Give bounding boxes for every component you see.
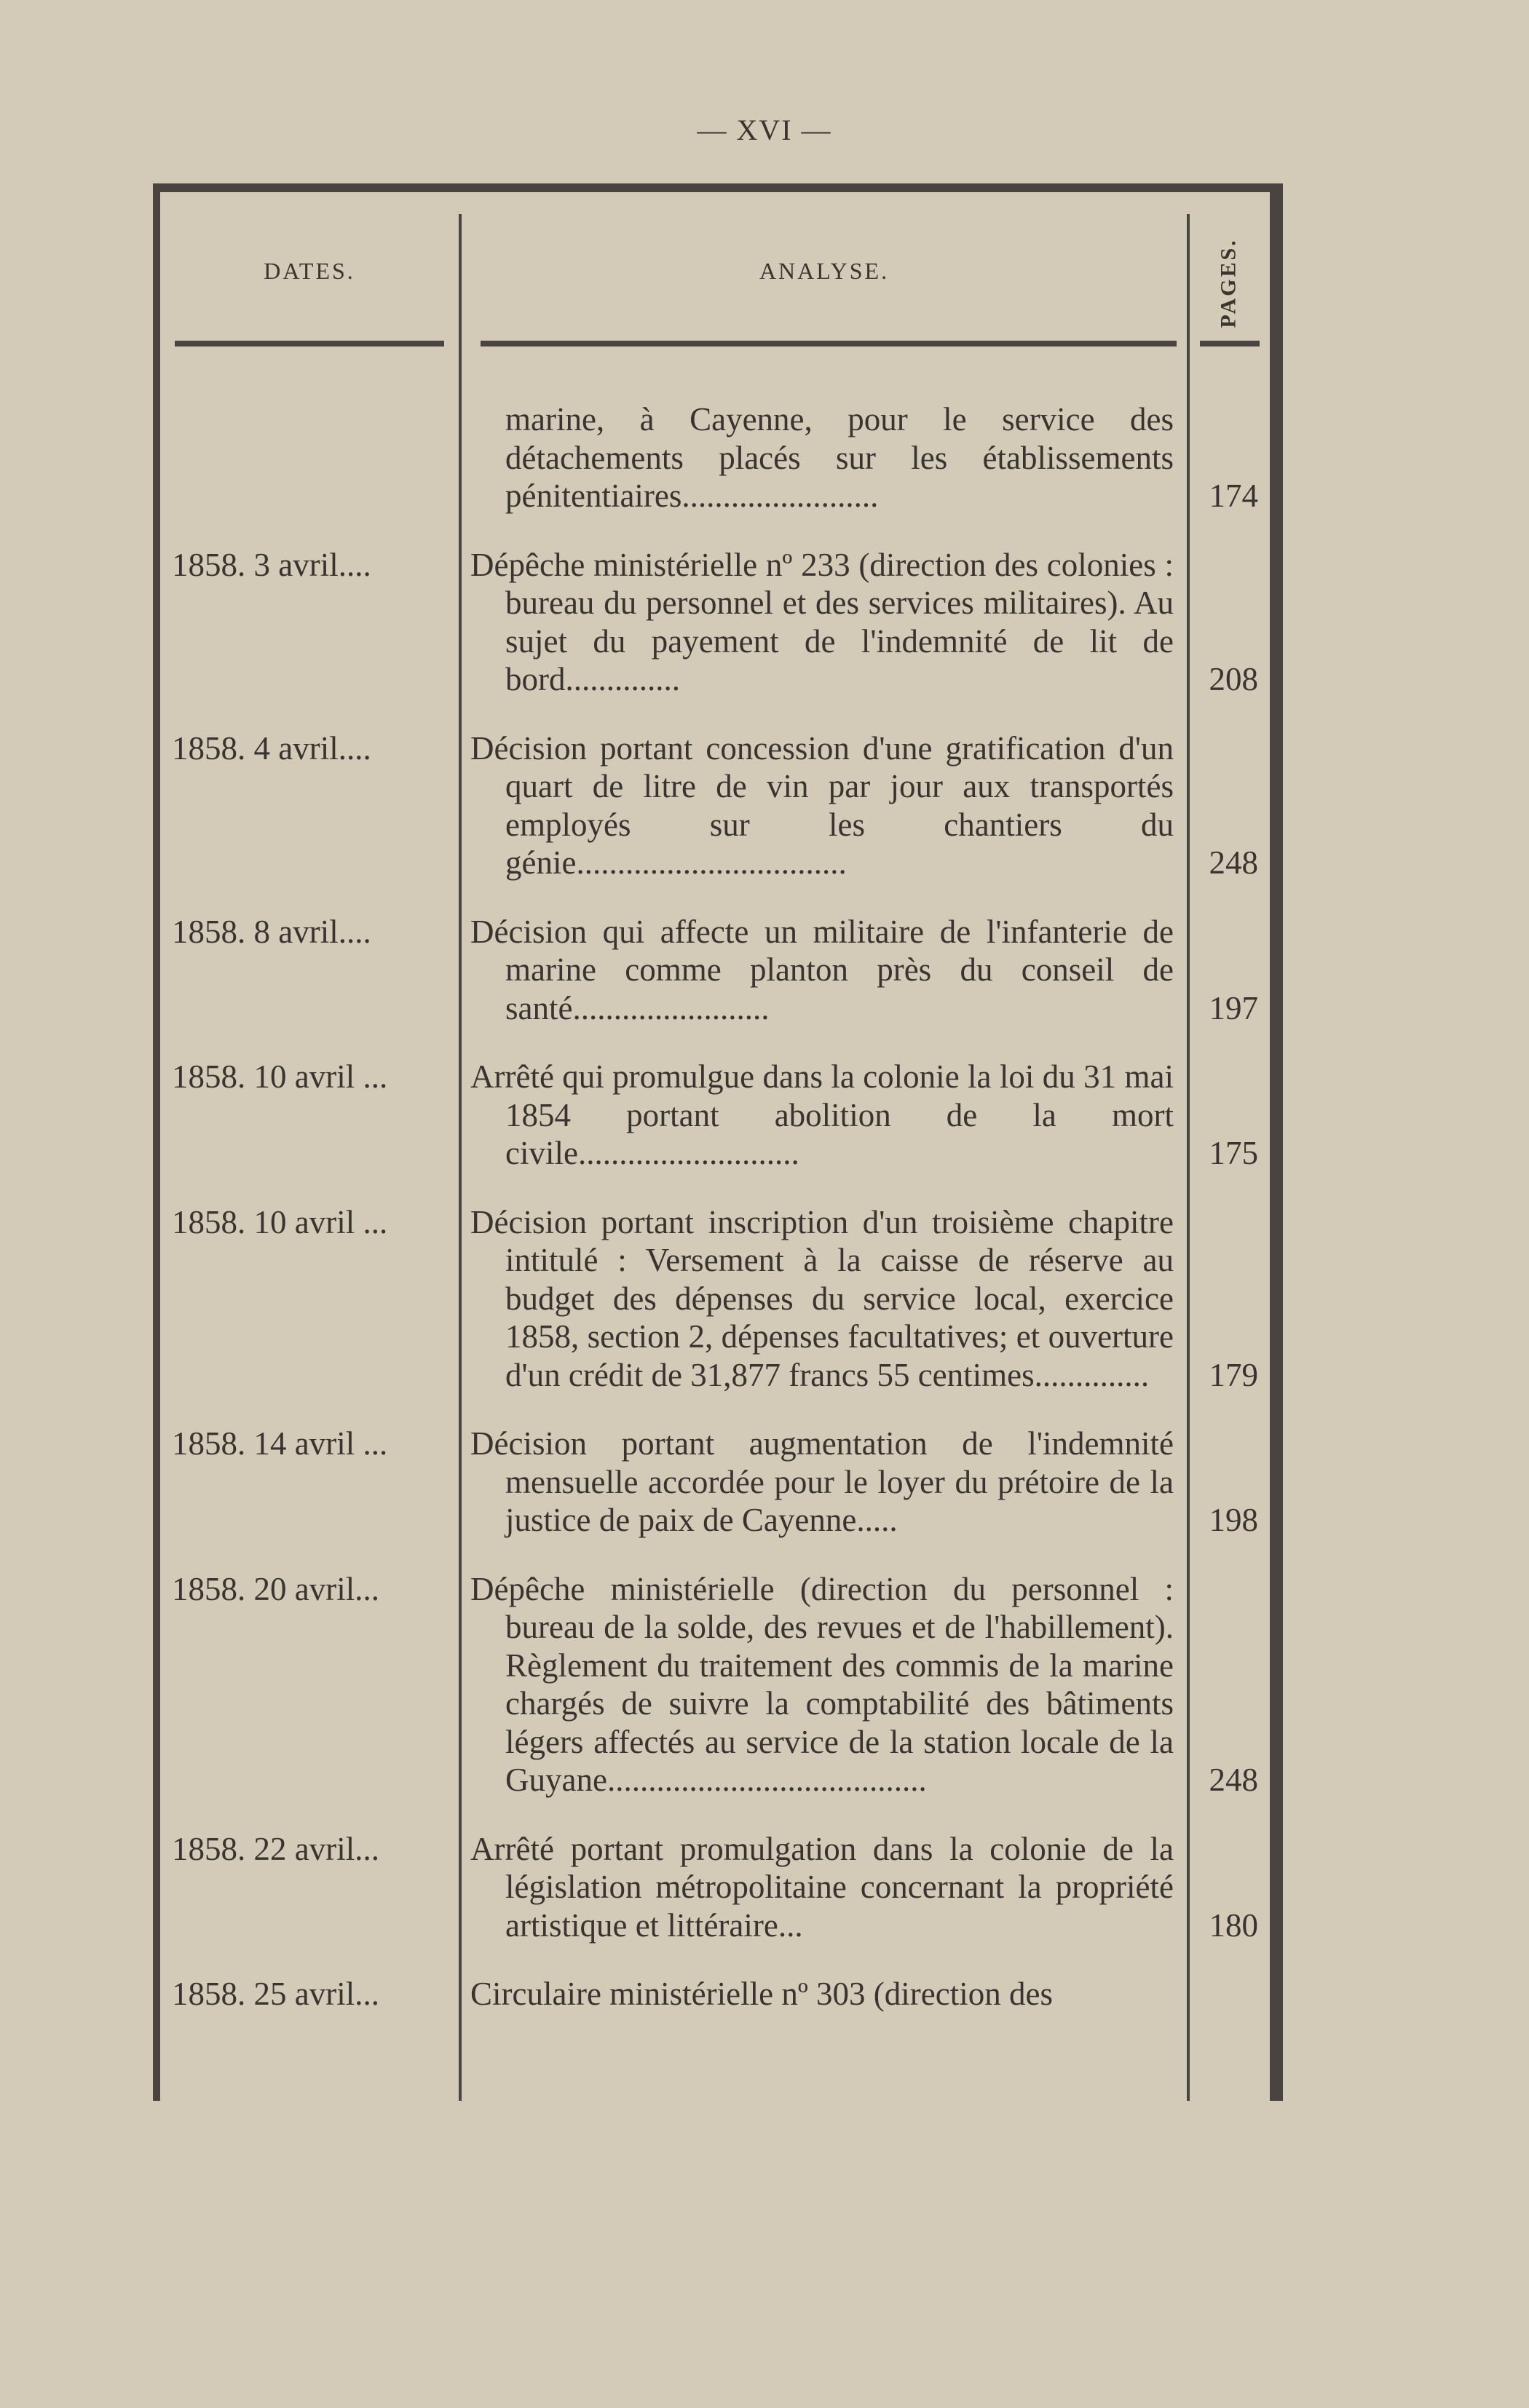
index-table — [153, 183, 1283, 2101]
table-row — [160, 729, 1270, 882]
entry-analysis: Circulaire ministérielle nº 303 (direction des — [470, 1976, 1053, 2012]
table-row — [160, 913, 1270, 1028]
entry-date: 1858. 10 avril ... — [172, 1058, 388, 1095]
entry-page: 208 — [1209, 661, 1258, 697]
entry-page: 179 — [1209, 1356, 1258, 1393]
entry-date: 1858. 8 avril.... — [172, 913, 371, 950]
table-row — [160, 546, 1270, 699]
header-analyse: ANALYSE. — [759, 258, 890, 284]
entry-date: 1858. 20 avril... — [172, 1570, 379, 1607]
entry-date: 1858. 22 avril... — [172, 1830, 379, 1867]
entry-page: 198 — [1209, 1502, 1258, 1538]
table-row — [160, 1203, 1270, 1395]
entry-page: 197 — [1209, 989, 1258, 1026]
entry-analysis: Arrêté portant promulgation dans la colonie de la législation métropolitaine concernant la propriété artistique et littéraire... — [470, 1830, 1174, 1944]
table-row — [160, 1570, 1270, 1799]
entry-date — [160, 400, 459, 515]
header-rule-analyse — [481, 341, 1177, 346]
table-rows — [160, 400, 1270, 2013]
entry-date: 1858. 14 avril ... — [172, 1425, 388, 1462]
entry-page: 175 — [1209, 1135, 1258, 1171]
entry-date: 1858. 25 avril... — [172, 1976, 379, 2012]
entry-analysis: Décision portant inscription d'un troisième chapitre intitulé : Versement à la caisse de réserve au budget des dépenses du service local, exercice 1858, section 2, dépenses facultatives; et ouverture d'un crédit de 31,877 francs 55 centimes.............. — [470, 1203, 1174, 1393]
header-pages-label: PAGES. — [1217, 238, 1241, 328]
entry-page: 174 — [1209, 478, 1258, 514]
entry-analysis: Décision portant augmentation de l'indemnité mensuelle accordée pour le loyer du prétoire de la justice de paix de Cayenne..... — [470, 1425, 1174, 1538]
header-rule-pages — [1200, 341, 1260, 346]
entry-analysis: Arrêté qui promulgue dans la colonie la loi du 31 mai 1854 portant abolition de la mort civile........................... — [470, 1058, 1174, 1171]
entry-analysis: Dépêche ministérielle nº 233 (direction des colonies : bureau du personnel et des services militaires). Au sujet du payement de l'indemnité de lit de bord.............. — [470, 546, 1174, 697]
entry-analysis: Décision qui affecte un militaire de l'infanterie de marine comme planton près du conseil de santé........................ — [470, 913, 1174, 1026]
page-number: — XVI — — [697, 114, 832, 146]
entry-analysis: Décision portant concession d'une gratification d'un quart de litre de vin par jour aux transportés employés sur les chantiers du génie................................. — [470, 729, 1174, 881]
header-dates: DATES. — [264, 258, 355, 284]
table-row — [160, 400, 1270, 515]
table-row — [160, 1425, 1270, 1540]
entry-page — [1187, 1975, 1264, 2013]
header-pages — [1193, 236, 1265, 330]
entry-date: 1858. 10 avril ... — [172, 1203, 388, 1240]
entry-page: 248 — [1209, 1762, 1258, 1798]
entry-analysis: marine, à Cayenne, pour le service des détachements placés sur les établissements pénitentiaires........................ — [505, 401, 1174, 514]
entry-date: 1858. 3 avril.... — [172, 546, 371, 583]
entry-page: 248 — [1209, 844, 1258, 881]
header-rule-dates — [175, 341, 444, 346]
table-row — [160, 1058, 1270, 1173]
table-row — [160, 1975, 1270, 2013]
entry-date: 1858. 4 avril.... — [172, 729, 371, 767]
entry-analysis: Dépêche ministérielle (direction du personnel : bureau de la solde, des revues et de l'habillement). Règlement du traitement des commis de la marine chargés de suivre la comptabilité des bâtiments légers affectés au service de la station locale de la Guyane....................................... — [470, 1570, 1174, 1798]
entry-page: 180 — [1209, 1906, 1258, 1944]
table-row — [160, 1830, 1270, 1945]
